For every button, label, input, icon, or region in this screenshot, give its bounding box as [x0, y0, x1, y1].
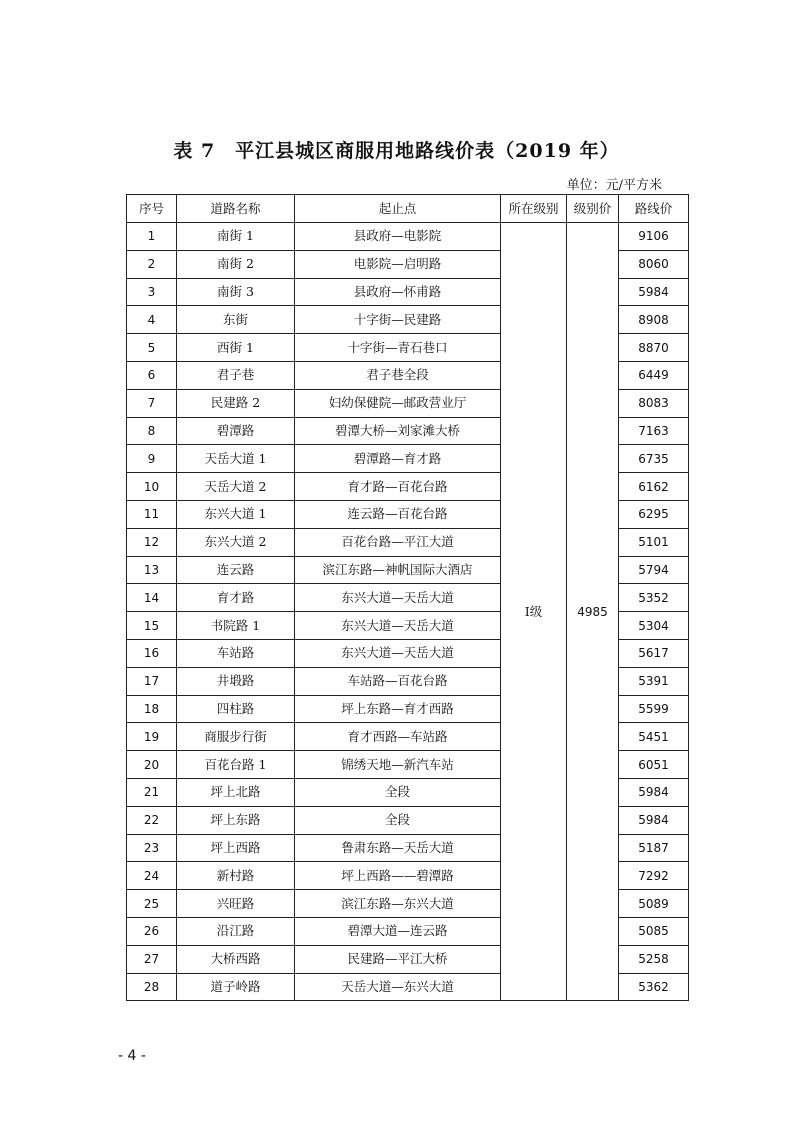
cell-start-end: 天岳大道—东兴大道 [295, 973, 501, 1001]
cell-road-price: 5599 [619, 695, 689, 723]
cell-start-end: 坪上西路——碧潭路 [295, 862, 501, 890]
cell-road-name: 沿江路 [177, 917, 295, 945]
cell-road-name: 书院路 1 [177, 612, 295, 640]
cell-road-name: 西街 1 [177, 334, 295, 362]
cell-road-name: 坪上西路 [177, 834, 295, 862]
page-number: - 4 - [118, 1048, 146, 1064]
cell-start-end: 十字街—民建路 [295, 306, 501, 334]
cell-index: 4 [127, 306, 177, 334]
header-start-end: 起止点 [295, 195, 501, 223]
cell-road-price: 5984 [619, 278, 689, 306]
cell-road-price: 6051 [619, 751, 689, 779]
cell-road-name: 大桥西路 [177, 945, 295, 973]
road-price-table [126, 194, 689, 1001]
cell-road-name: 育才路 [177, 584, 295, 612]
cell-start-end: 君子巷全段 [295, 361, 501, 389]
cell-road-name: 车站路 [177, 639, 295, 667]
cell-start-end: 全段 [295, 806, 501, 834]
header-road-name: 道路名称 [177, 195, 295, 223]
cell-road-name: 坪上东路 [177, 806, 295, 834]
cell-index: 21 [127, 778, 177, 806]
cell-road-price: 7163 [619, 417, 689, 445]
cell-index: 7 [127, 389, 177, 417]
cell-road-price: 5984 [619, 778, 689, 806]
cell-road-price: 8060 [619, 250, 689, 278]
header-index: 序号 [127, 195, 177, 223]
cell-level-price: 4985 [567, 223, 619, 1001]
table-body [127, 223, 689, 1001]
cell-start-end: 十字街—青石巷口 [295, 334, 501, 362]
cell-index: 20 [127, 751, 177, 779]
cell-start-end: 育才路—百花台路 [295, 473, 501, 501]
cell-index: 23 [127, 834, 177, 862]
cell-road-price: 8870 [619, 334, 689, 362]
cell-index: 24 [127, 862, 177, 890]
cell-road-price: 8083 [619, 389, 689, 417]
cell-index: 19 [127, 723, 177, 751]
cell-start-end: 妇幼保健院—邮政营业厅 [295, 389, 501, 417]
cell-start-end: 电影院—启明路 [295, 250, 501, 278]
cell-road-name: 坪上北路 [177, 778, 295, 806]
cell-road-name: 兴旺路 [177, 890, 295, 918]
cell-start-end: 碧潭大道—连云路 [295, 917, 501, 945]
cell-road-name: 碧潭路 [177, 417, 295, 445]
cell-start-end: 坪上东路—育才西路 [295, 695, 501, 723]
table-header-row [127, 195, 689, 223]
cell-road-name: 南街 2 [177, 250, 295, 278]
cell-index: 5 [127, 334, 177, 362]
cell-road-name: 井塅路 [177, 667, 295, 695]
cell-road-name: 连云路 [177, 556, 295, 584]
cell-road-name: 商服步行街 [177, 723, 295, 751]
cell-start-end: 县政府—电影院 [295, 223, 501, 251]
cell-road-price: 5187 [619, 834, 689, 862]
cell-road-price: 5101 [619, 528, 689, 556]
header-road-price: 路线价 [619, 195, 689, 223]
table-row [127, 223, 689, 251]
cell-road-price: 7292 [619, 862, 689, 890]
cell-index: 16 [127, 639, 177, 667]
cell-road-price: 5362 [619, 973, 689, 1001]
cell-road-name: 百花台路 1 [177, 751, 295, 779]
cell-start-end: 东兴大道—天岳大道 [295, 612, 501, 640]
cell-road-price: 5984 [619, 806, 689, 834]
cell-road-name: 新村路 [177, 862, 295, 890]
cell-level: Ⅰ级 [501, 223, 567, 1001]
cell-index: 14 [127, 584, 177, 612]
cell-road-price: 6449 [619, 361, 689, 389]
cell-index: 13 [127, 556, 177, 584]
cell-road-name: 南街 3 [177, 278, 295, 306]
cell-index: 17 [127, 667, 177, 695]
cell-index: 15 [127, 612, 177, 640]
cell-index: 11 [127, 500, 177, 528]
cell-index: 2 [127, 250, 177, 278]
cell-index: 10 [127, 473, 177, 501]
cell-start-end: 鲁肃东路—天岳大道 [295, 834, 501, 862]
cell-road-price: 5794 [619, 556, 689, 584]
cell-road-price: 9106 [619, 223, 689, 251]
cell-road-name: 民建路 2 [177, 389, 295, 417]
cell-road-name: 东兴大道 1 [177, 500, 295, 528]
cell-start-end: 碧潭路—育才路 [295, 445, 501, 473]
cell-index: 8 [127, 417, 177, 445]
cell-road-price: 5085 [619, 917, 689, 945]
unit-label: 单位：元/平方米 [566, 178, 662, 193]
cell-start-end: 连云路—百花台路 [295, 500, 501, 528]
cell-road-price: 5304 [619, 612, 689, 640]
cell-start-end: 民建路—平江大桥 [295, 945, 501, 973]
cell-road-name: 道子岭路 [177, 973, 295, 1001]
cell-index: 26 [127, 917, 177, 945]
cell-road-price: 5352 [619, 584, 689, 612]
cell-start-end: 滨江东路—神帆国际大酒店 [295, 556, 501, 584]
cell-index: 18 [127, 695, 177, 723]
cell-road-price: 6162 [619, 473, 689, 501]
table-title: 表 7 平江县城区商服用地路线价表（2019 年） [173, 140, 620, 162]
cell-road-price: 6735 [619, 445, 689, 473]
cell-index: 12 [127, 528, 177, 556]
cell-start-end: 车站路—百花台路 [295, 667, 501, 695]
cell-road-price: 5258 [619, 945, 689, 973]
cell-road-price: 5617 [619, 639, 689, 667]
cell-road-name: 天岳大道 2 [177, 473, 295, 501]
cell-road-price: 5451 [619, 723, 689, 751]
cell-index: 1 [127, 223, 177, 251]
cell-road-name: 东街 [177, 306, 295, 334]
cell-start-end: 县政府—怀甫路 [295, 278, 501, 306]
cell-start-end: 东兴大道—天岳大道 [295, 584, 501, 612]
cell-road-name: 东兴大道 2 [177, 528, 295, 556]
cell-index: 28 [127, 973, 177, 1001]
cell-road-name: 南街 1 [177, 223, 295, 251]
cell-index: 25 [127, 890, 177, 918]
cell-road-name: 四柱路 [177, 695, 295, 723]
cell-start-end: 东兴大道—天岳大道 [295, 639, 501, 667]
cell-start-end: 全段 [295, 778, 501, 806]
header-level-price: 级别价 [567, 195, 619, 223]
cell-road-price: 6295 [619, 500, 689, 528]
cell-road-price: 5089 [619, 890, 689, 918]
cell-road-price: 5391 [619, 667, 689, 695]
cell-road-price: 8908 [619, 306, 689, 334]
header-level: 所在级别 [501, 195, 567, 223]
cell-index: 3 [127, 278, 177, 306]
cell-index: 22 [127, 806, 177, 834]
cell-road-name: 天岳大道 1 [177, 445, 295, 473]
cell-start-end: 育才西路—车站路 [295, 723, 501, 751]
cell-start-end: 碧潭大桥—刘家滩大桥 [295, 417, 501, 445]
cell-road-name: 君子巷 [177, 361, 295, 389]
cell-start-end: 百花台路—平江大道 [295, 528, 501, 556]
cell-start-end: 锦绣天地—新汽车站 [295, 751, 501, 779]
cell-index: 9 [127, 445, 177, 473]
cell-index: 6 [127, 361, 177, 389]
cell-start-end: 滨江东路—东兴大道 [295, 890, 501, 918]
cell-index: 27 [127, 945, 177, 973]
